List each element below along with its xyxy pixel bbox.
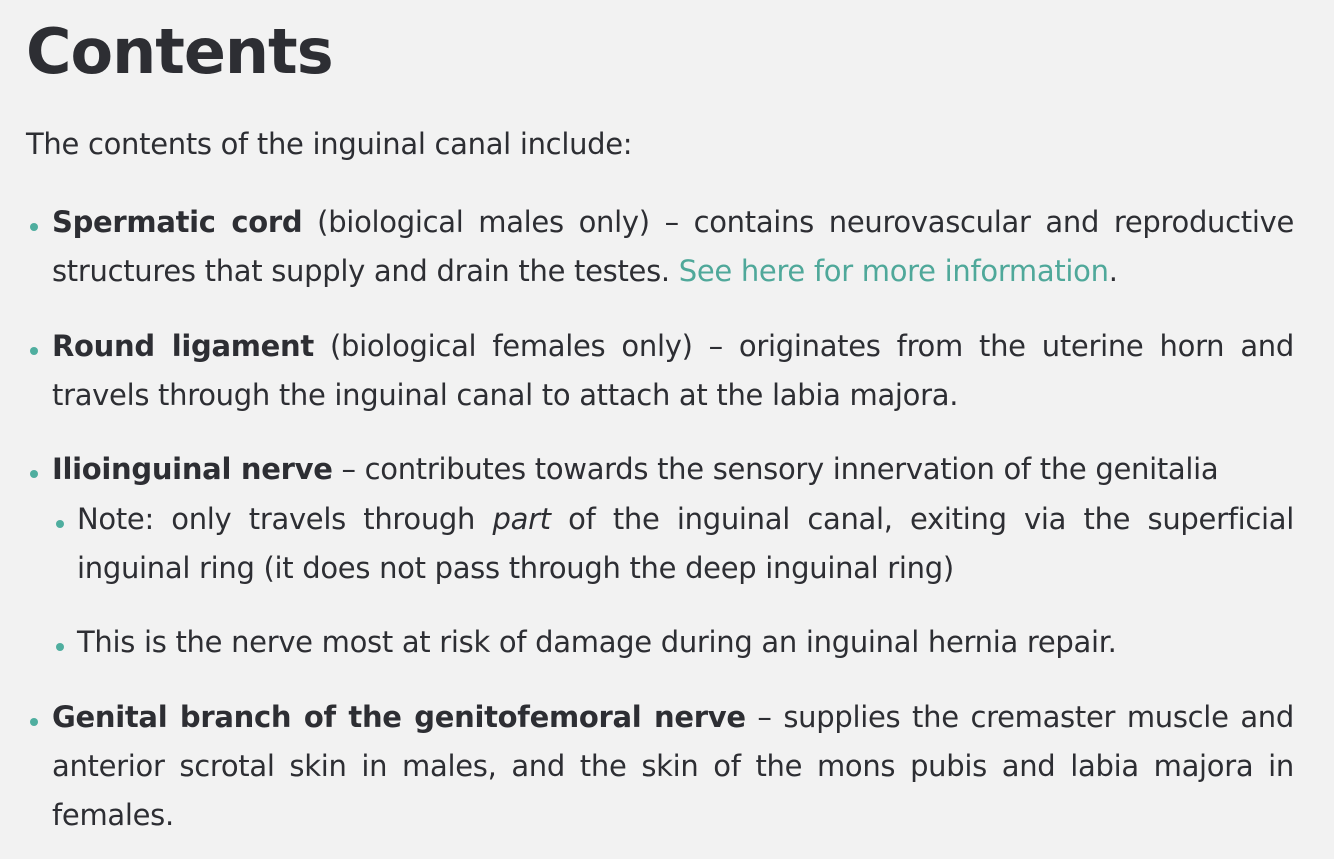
item-term: Genital branch of the genitofemoral nerve [52,700,746,734]
item-text: – contributes towards the sensory innervation of the genitalia [332,452,1219,486]
item-term: Round ligament [52,329,314,363]
sub-item-text: Note: only travels through [77,502,493,536]
bullet-icon [56,643,64,651]
bullet-icon [56,520,64,528]
list-item-ilioinguinal-nerve [52,445,1294,494]
item-text: – supplies the cremaster muscle and anterior scrotal skin in males, and the skin of the mons pubis and labia majora in females. [52,700,1294,832]
item-term: Spermatic cord [52,205,303,239]
more-info-link[interactable]: See here for more information [678,254,1109,288]
item-punctuation: . [1108,254,1118,288]
sub-item-risk [77,618,1294,667]
intro-text: The contents of the inguinal canal include: [26,127,633,161]
sub-item-text: This is the nerve most at risk of damage during an inguinal hernia repair. [77,625,1117,659]
item-term: Ilioinguinal nerve [52,452,333,486]
bullet-icon [30,223,38,231]
bullet-icon [30,470,38,478]
bullet-icon [30,347,38,355]
item-text: (biological males only) – contains neurovascular and reproductive structures that supply and drain the testes. [52,205,1295,288]
bullet-icon [30,718,38,726]
list-item-spermatic-cord [52,198,1294,296]
sub-item-note [77,495,1294,593]
section-heading: Contents [26,15,333,88]
sub-item-emphasis: part [492,502,551,536]
list-item-genitofemoral-nerve [52,693,1294,840]
item-text: (biological females only) – originates from the uterine horn and travels through the inguinal canal to attach at the labia majora. [52,329,1294,412]
list-item-round-ligament [52,322,1294,420]
sub-item-text: of the inguinal canal, exiting via the superficial inguinal ring (it does not pass through the deep inguinal ring) [77,502,1295,585]
